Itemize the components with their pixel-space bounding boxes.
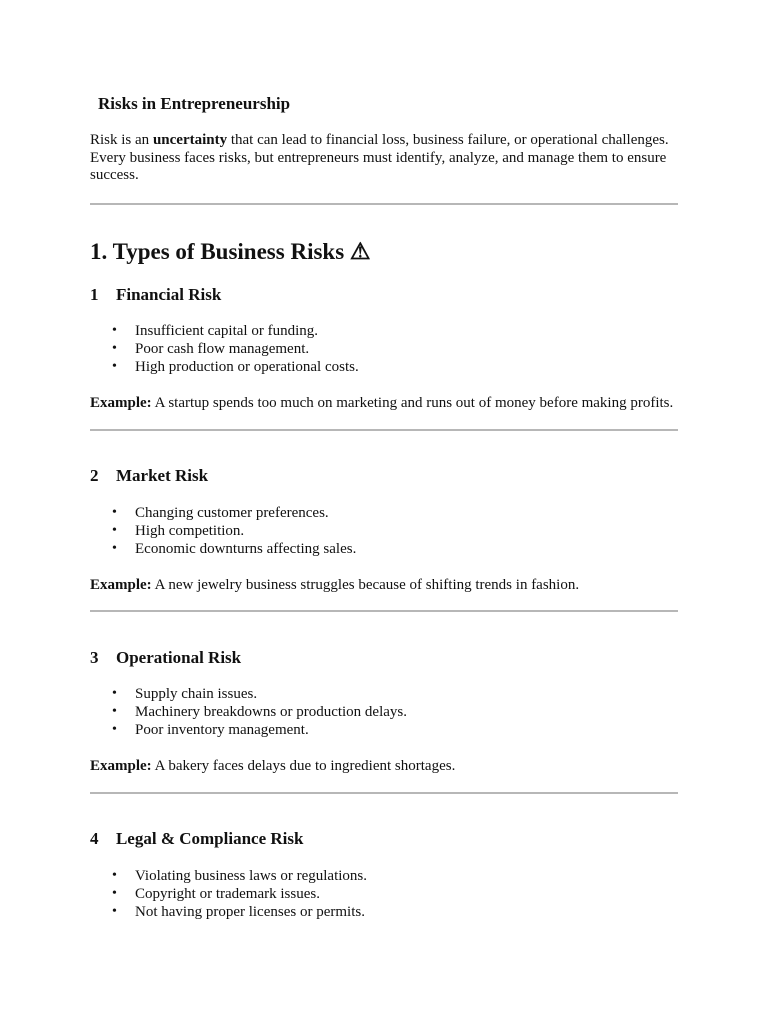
bullet-icon: • — [112, 904, 117, 919]
list-item — [90, 867, 680, 885]
market-risk-list — [90, 504, 680, 558]
example-text: A new jewelry business struggles because of shifting trends in fashion. — [151, 577, 580, 593]
bullet-icon: • — [112, 323, 117, 338]
list-item-text: Economic downturns affecting sales. — [135, 541, 357, 557]
list-item-text: Copyright or trademark issues. — [135, 886, 320, 902]
bullet-icon: • — [112, 541, 117, 556]
list-item — [90, 903, 680, 921]
list-item — [90, 504, 680, 522]
legal-risk-heading: 4⃣ Legal & Compliance Risk ⚖ — [90, 829, 321, 848]
example-label: Example: — [90, 758, 152, 774]
example-label: Example: — [90, 577, 152, 593]
list-item-text: Machinery breakdowns or production delays. — [135, 704, 408, 720]
bullet-icon: • — [112, 886, 117, 901]
financial-risk-list — [90, 322, 680, 376]
example-text: A startup spends too much on marketing and runs out of money before making profits. — [151, 395, 674, 411]
list-item — [90, 721, 680, 739]
operational-risk-heading: 3⃣ Operational Risk ⚙ — [90, 648, 259, 667]
section-title: 1. Types of Business Risks ⚠ — [90, 239, 371, 264]
list-item — [90, 685, 680, 703]
list-item-text: Supply chain issues. — [135, 686, 258, 702]
bullet-icon: • — [112, 722, 117, 737]
bullet-icon: • — [112, 505, 117, 520]
list-item-text: Not having proper licenses or permits. — [135, 904, 365, 920]
list-item-text: Changing customer preferences. — [135, 505, 329, 521]
bullet-icon: • — [112, 359, 117, 374]
operational-risk-list — [90, 685, 680, 739]
horizontal-rule — [90, 203, 678, 205]
list-item — [90, 885, 680, 903]
intro-paragraph — [90, 132, 680, 185]
list-item — [90, 322, 680, 340]
legal-risk-list — [90, 867, 680, 921]
example-text: A bakery faces delays due to ingredient shortages. — [151, 758, 456, 774]
market-risk-example — [90, 576, 690, 594]
bullet-icon: • — [112, 686, 117, 701]
intro-emphasis: uncertainty — [152, 132, 228, 148]
financial-risk-example — [90, 394, 690, 412]
operational-risk-example — [90, 757, 690, 775]
list-item — [90, 340, 680, 358]
horizontal-rule — [90, 610, 678, 612]
list-item-text: High competition. — [135, 523, 245, 539]
bullet-icon: • — [112, 868, 117, 883]
horizontal-rule — [90, 792, 678, 794]
list-item-text: High production or operational costs. — [135, 359, 359, 375]
bullet-icon: • — [112, 341, 117, 356]
list-item — [90, 540, 680, 558]
list-item-text: Poor inventory management. — [135, 722, 309, 738]
intro-text-end: that can lead to financial loss, business failure, or operational challenges. Every business faces risks, but entrepreneurs must identify, analyze, and manage them to ensure success. — [90, 132, 669, 183]
list-item — [90, 703, 680, 721]
horizontal-rule — [90, 429, 678, 431]
list-item-text: Insufficient capital or funding. — [135, 323, 319, 339]
market-risk-heading: 2⃣ Market Risk — [90, 466, 209, 485]
bullet-icon: • — [112, 523, 117, 538]
document-title: Risks in Entrepreneurship — [98, 94, 291, 113]
bullet-icon: • — [112, 704, 117, 719]
list-item-text: Poor cash flow management. — [135, 341, 310, 357]
intro-text-start: Risk is an — [90, 132, 153, 148]
example-label: Example: — [90, 395, 152, 411]
list-item — [90, 522, 680, 540]
financial-risk-heading: 1⃣ Financial Risk — [90, 285, 222, 304]
list-item — [90, 358, 680, 376]
list-item-text: Violating business laws or regulations. — [135, 868, 367, 884]
